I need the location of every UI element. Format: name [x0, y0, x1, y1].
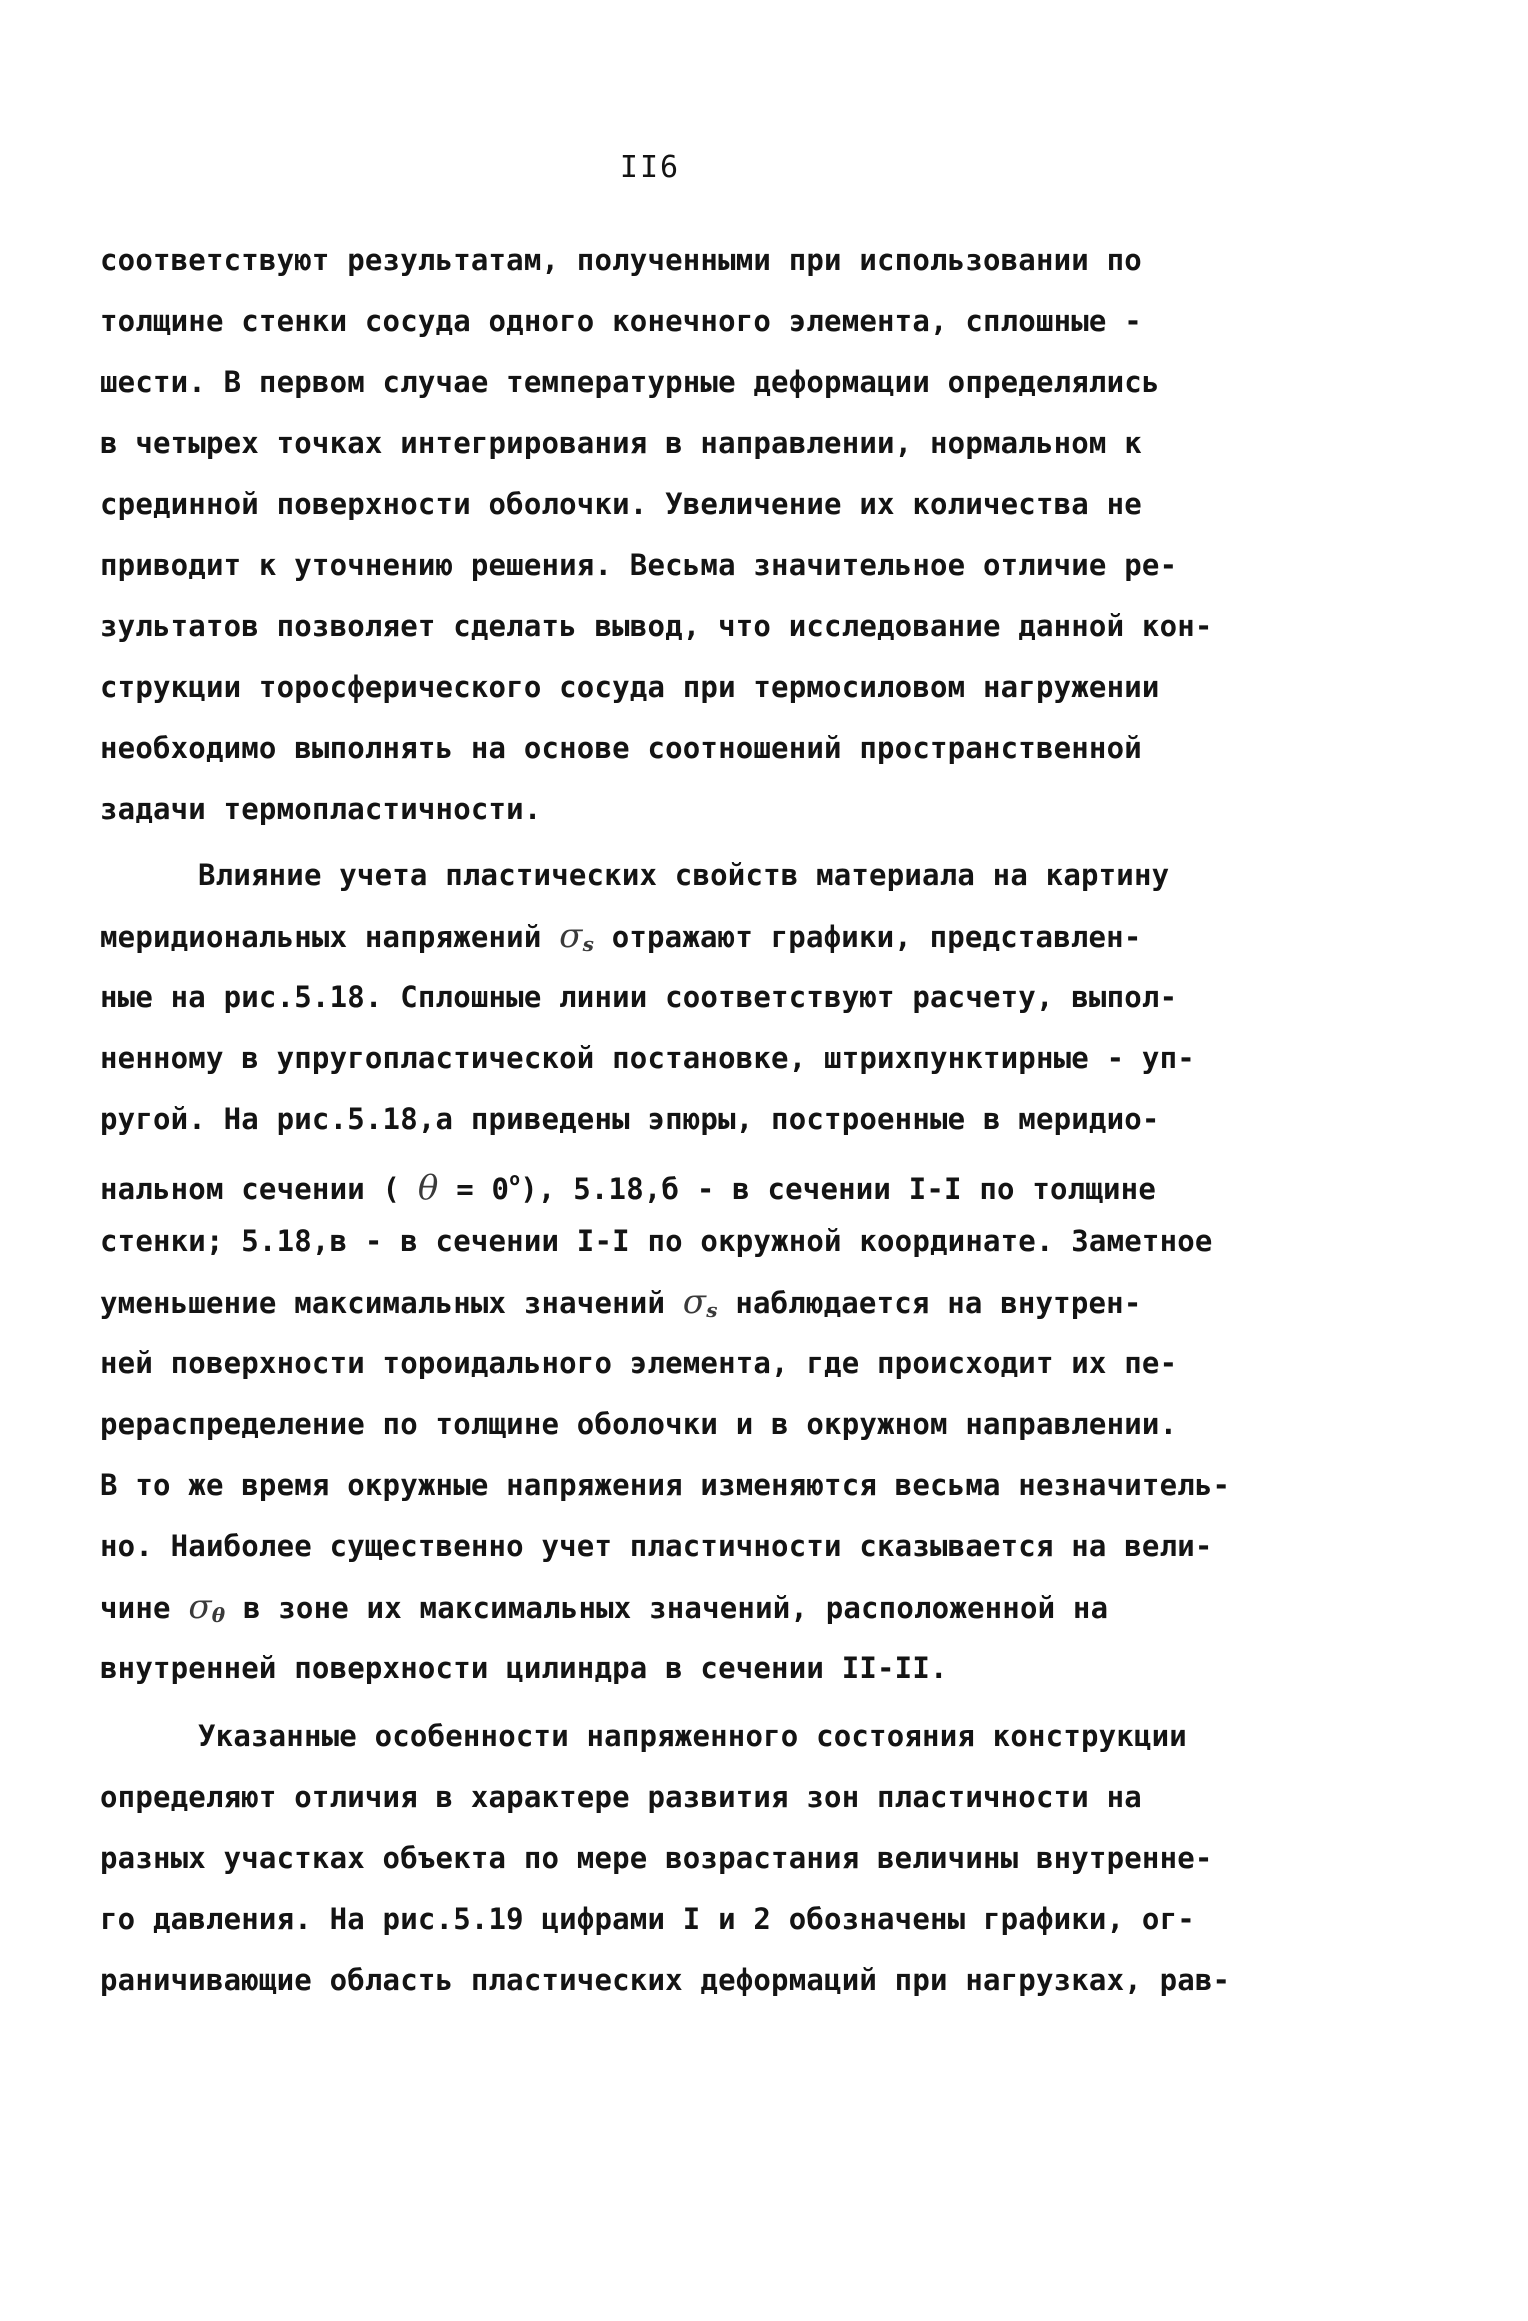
sigma-s-symbol: σ [682, 1282, 707, 1322]
text-line [100, 1587, 1108, 1627]
text-line: В то же время окружные напряжения изменяются весьма незначитель- [100, 1468, 1231, 1502]
text-fragment: уменьшение максимальных значений [100, 1286, 683, 1320]
text-line: струкции торосферического сосуда при термосиловом нагружении [100, 670, 1160, 704]
text-fragment: = 0 [438, 1172, 510, 1206]
text-line: но. Наиболее существенно учет пластичности сказывается на вели- [100, 1529, 1213, 1563]
text-line: срединной поверхности оболочки. Увеличение их количества не [100, 487, 1142, 521]
text-line: ней поверхности тороидального элемента, где происходит их пе- [100, 1346, 1178, 1380]
text-line: раничивающие область пластических деформаций при нагрузках, рав- [100, 1963, 1231, 1997]
text-line: толщине стенки сосуда одного конечного элемента, сплошные - [100, 304, 1142, 338]
superscript: o [509, 1169, 521, 1190]
text-fragment: отражают графики, представлен- [594, 920, 1142, 954]
subscript: θ [211, 1603, 226, 1627]
text-line: в четырех точках интегрирования в направлении, нормальном к [100, 426, 1142, 460]
text-line [100, 1160, 1156, 1208]
text-line: рераспределение по толщине оболочки и в окружном направлении. [100, 1407, 1178, 1441]
text-line: шести. В первом случае температурные деформации определялись [100, 365, 1160, 399]
text-line: необходимо выполнять на основе соотношений пространственной [100, 731, 1142, 765]
text-fragment: нальном сечении ( [100, 1172, 418, 1206]
text-line: ругой. На рис.5.18,а приведены эпюры, построенные в меридио- [100, 1102, 1160, 1136]
text-line: ные на рис.5.18. Сплошные линии соответствуют расчету, выпол- [100, 980, 1178, 1014]
sigma-theta-symbol: σ [188, 1587, 212, 1627]
sigma-s-symbol: σ [559, 916, 583, 956]
text-fragment: в зоне их максимальных значений, расположенной на [225, 1591, 1109, 1625]
text-line: разных участках объекта по мере возрастания величины внутренне- [100, 1841, 1213, 1875]
page-number: II6 [619, 150, 681, 185]
text-fragment: ), 5.18,б - в сечении I-I по толщине [520, 1172, 1156, 1206]
text-line: ненному в упругопластической постановке, штрихпунктирные - уп- [100, 1041, 1195, 1075]
text-line: соответствуют результатам, полученными при использовании по [100, 243, 1142, 277]
text-line: го давления. На рис.5.19 цифрами I и 2 обозначены графики, ог- [100, 1902, 1195, 1936]
text-fragment: меридиональных напряжений [100, 920, 560, 954]
subscript: s [706, 1298, 718, 1322]
text-line: Указанные особенности напряженного состояния конструкции [198, 1719, 1187, 1753]
text-line: внутренней поверхности цилиндра в сечении II-II. [100, 1651, 948, 1685]
text-line [100, 916, 1142, 956]
text-line: зультатов позволяет сделать вывод, что исследование данной кон- [100, 609, 1213, 643]
text-line: стенки; 5.18,в - в сечении I-I по окружной координате. Заметное [100, 1224, 1213, 1258]
text-fragment: чине [100, 1591, 189, 1625]
text-fragment: наблюдается на внутрен- [717, 1286, 1142, 1320]
text-line: Влияние учета пластических свойств материала на картину [198, 858, 1170, 892]
subscript: s [582, 932, 595, 956]
text-line: определяют отличия в характере развития зон пластичности на [100, 1780, 1142, 1814]
text-line: задачи термопластичности. [100, 792, 542, 826]
text-line: приводит к уточнению решения. Весьма значительное отличие ре- [100, 548, 1178, 582]
text-line [100, 1282, 1141, 1322]
theta-symbol: θ [417, 1168, 439, 1208]
